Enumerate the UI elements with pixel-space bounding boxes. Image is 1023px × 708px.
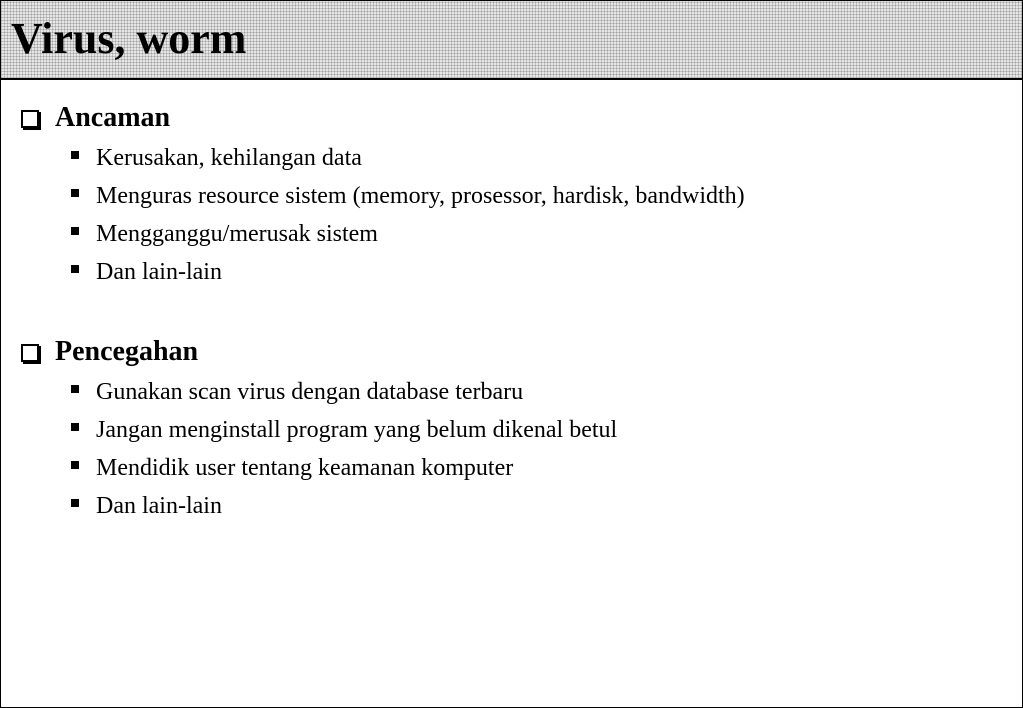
filled-square-bullet-icon xyxy=(71,227,79,235)
filled-square-bullet-icon xyxy=(71,265,79,273)
ancaman-list xyxy=(21,139,745,291)
section-heading xyxy=(21,101,745,135)
section-title-pencegahan: Pencegahan xyxy=(55,336,199,367)
section-ancaman xyxy=(21,101,745,291)
list-item-text: Jangan menginstall program yang belum dikenal betul xyxy=(96,417,618,443)
list-item xyxy=(21,139,745,177)
filled-square-bullet-icon xyxy=(71,499,79,507)
list-item-text: Mengganggu/merusak sistem xyxy=(96,221,378,247)
list-item xyxy=(21,449,617,487)
pencegahan-list xyxy=(21,373,617,525)
section-pencegahan xyxy=(21,335,617,525)
list-item xyxy=(21,373,617,411)
list-item xyxy=(21,411,617,449)
list-item-text: Menguras resource sistem (memory, prosessor, hardisk, bandwidth) xyxy=(96,183,745,209)
list-item-text: Dan lain-lain xyxy=(96,259,222,285)
filled-square-bullet-icon xyxy=(71,423,79,431)
hollow-square-bullet-icon xyxy=(21,110,39,128)
title-bar xyxy=(1,1,1022,80)
filled-square-bullet-icon xyxy=(71,151,79,159)
list-item-text: Dan lain-lain xyxy=(96,493,222,519)
list-item xyxy=(21,253,745,291)
hollow-square-bullet-icon xyxy=(21,344,39,362)
list-item-text: Mendidik user tentang keamanan komputer xyxy=(96,455,514,481)
list-item xyxy=(21,215,745,253)
list-item-text: Gunakan scan virus dengan database terbaru xyxy=(96,379,524,405)
slide-title: Virus, worm xyxy=(11,14,247,63)
list-item xyxy=(21,177,745,215)
filled-square-bullet-icon xyxy=(71,461,79,469)
filled-square-bullet-icon xyxy=(71,189,79,197)
section-heading xyxy=(21,335,617,369)
filled-square-bullet-icon xyxy=(71,385,79,393)
list-item xyxy=(21,487,617,525)
list-item-text: Kerusakan, kehilangan data xyxy=(96,145,362,171)
section-title-ancaman: Ancaman xyxy=(55,102,171,133)
